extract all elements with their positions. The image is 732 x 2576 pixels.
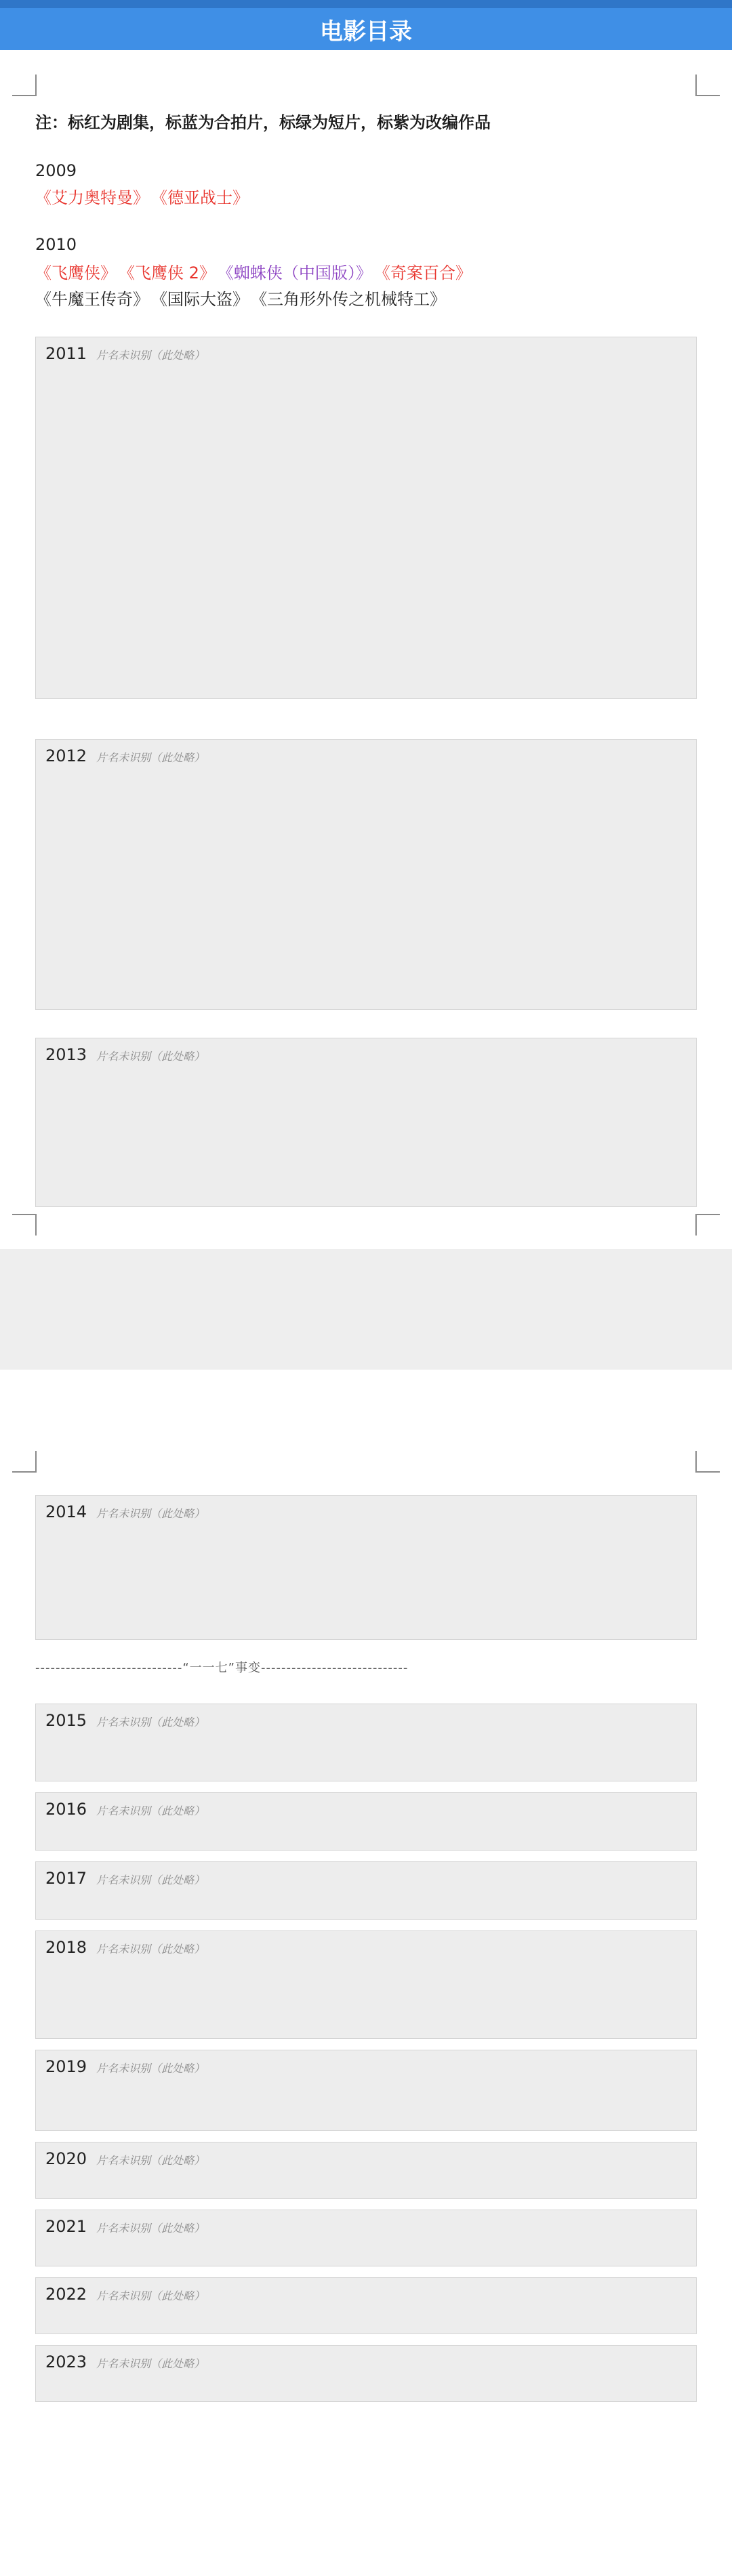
year-heading: 2022 xyxy=(45,2285,87,2304)
film-title: 《牛魔王传奇》 xyxy=(35,290,149,309)
title-line xyxy=(35,286,456,310)
unread-year-block xyxy=(35,1930,697,2039)
unread-note: 片名未识别（此处略） xyxy=(96,1716,205,1729)
year-heading: 2015 xyxy=(45,1711,87,1730)
unread-note: 片名未识别（此处略） xyxy=(96,1943,205,1956)
corner-mark xyxy=(695,75,720,96)
film-title: 《飞鹰侠 2》 xyxy=(127,263,216,282)
unread-note: 片名未识别（此处略） xyxy=(96,2062,205,2075)
year-heading: 2012 xyxy=(45,746,87,765)
section-divider: -----------------------------“一一七”事变----------------------------- xyxy=(35,1661,409,1675)
year-heading: 2023 xyxy=(45,2352,87,2371)
film-title: 《蜘蛛侠（中国版）》 xyxy=(225,263,372,282)
film-title: 《国际大盗》 xyxy=(159,290,249,309)
unread-note: 片名未识别（此处略） xyxy=(96,2357,205,2370)
unread-year-block xyxy=(35,739,697,1010)
unread-year-block xyxy=(35,1704,697,1781)
year-heading: 2014 xyxy=(45,1502,87,1521)
year-heading: 2013 xyxy=(45,1045,87,1064)
color-legend-note: 注：标红为剧集，标蓝为合拍片，标绿为短片，标紫为改编作品 xyxy=(35,113,491,132)
unread-note: 片名未识别（此处略） xyxy=(96,1874,205,1886)
corner-mark xyxy=(12,1451,37,1473)
film-title: 《奇案百合》 xyxy=(382,263,472,282)
film-title: 《飞鹰侠》 xyxy=(35,263,117,282)
unread-year-block xyxy=(35,2345,697,2402)
title-line xyxy=(35,259,482,283)
year-heading: 2011 xyxy=(45,344,87,363)
year-heading: 2017 xyxy=(45,1869,87,1888)
year-heading: 2019 xyxy=(45,2057,87,2076)
unread-year-block xyxy=(35,337,697,699)
year-heading: 2018 xyxy=(45,1938,87,1957)
unread-note: 片名未识别（此处略） xyxy=(96,2154,205,2167)
unread-note: 片名未识别（此处略） xyxy=(96,2222,205,2235)
year-heading: 2009 xyxy=(35,161,77,180)
film-title: 《艾力奥特曼》 xyxy=(35,188,149,207)
corner-mark xyxy=(12,1214,37,1236)
unread-year-block xyxy=(35,1038,697,1207)
year-heading: 2016 xyxy=(45,1800,87,1819)
unread-year-block xyxy=(35,1792,697,1851)
unread-note: 片名未识别（此处略） xyxy=(96,349,205,362)
unread-note: 片名未识别（此处略） xyxy=(96,1507,205,1520)
corner-mark xyxy=(695,1214,720,1236)
unread-year-block xyxy=(35,2142,697,2199)
unread-year-block xyxy=(35,2050,697,2131)
film-title: 《三角形外传之机械特工》 xyxy=(259,290,446,309)
unread-year-block xyxy=(35,1495,697,1640)
year-heading: 2010 xyxy=(35,235,77,254)
title-line xyxy=(35,184,259,208)
corner-mark xyxy=(695,1451,720,1473)
corner-mark xyxy=(12,75,37,96)
page-title: 电影目录 xyxy=(320,18,412,45)
unread-note: 片名未识别（此处略） xyxy=(96,1050,205,1063)
year-heading: 2021 xyxy=(45,2217,87,2236)
film-title: 《德亚战士》 xyxy=(159,188,249,207)
unread-note: 片名未识别（此处略） xyxy=(96,1804,205,1817)
unread-year-block xyxy=(35,1861,697,1920)
unread-year-block xyxy=(35,2277,697,2334)
app-header xyxy=(0,0,732,50)
unread-year-block xyxy=(35,2210,697,2266)
unread-note: 片名未识别（此处略） xyxy=(96,751,205,764)
year-heading: 2020 xyxy=(45,2149,87,2168)
unread-note: 片名未识别（此处略） xyxy=(96,2289,205,2302)
